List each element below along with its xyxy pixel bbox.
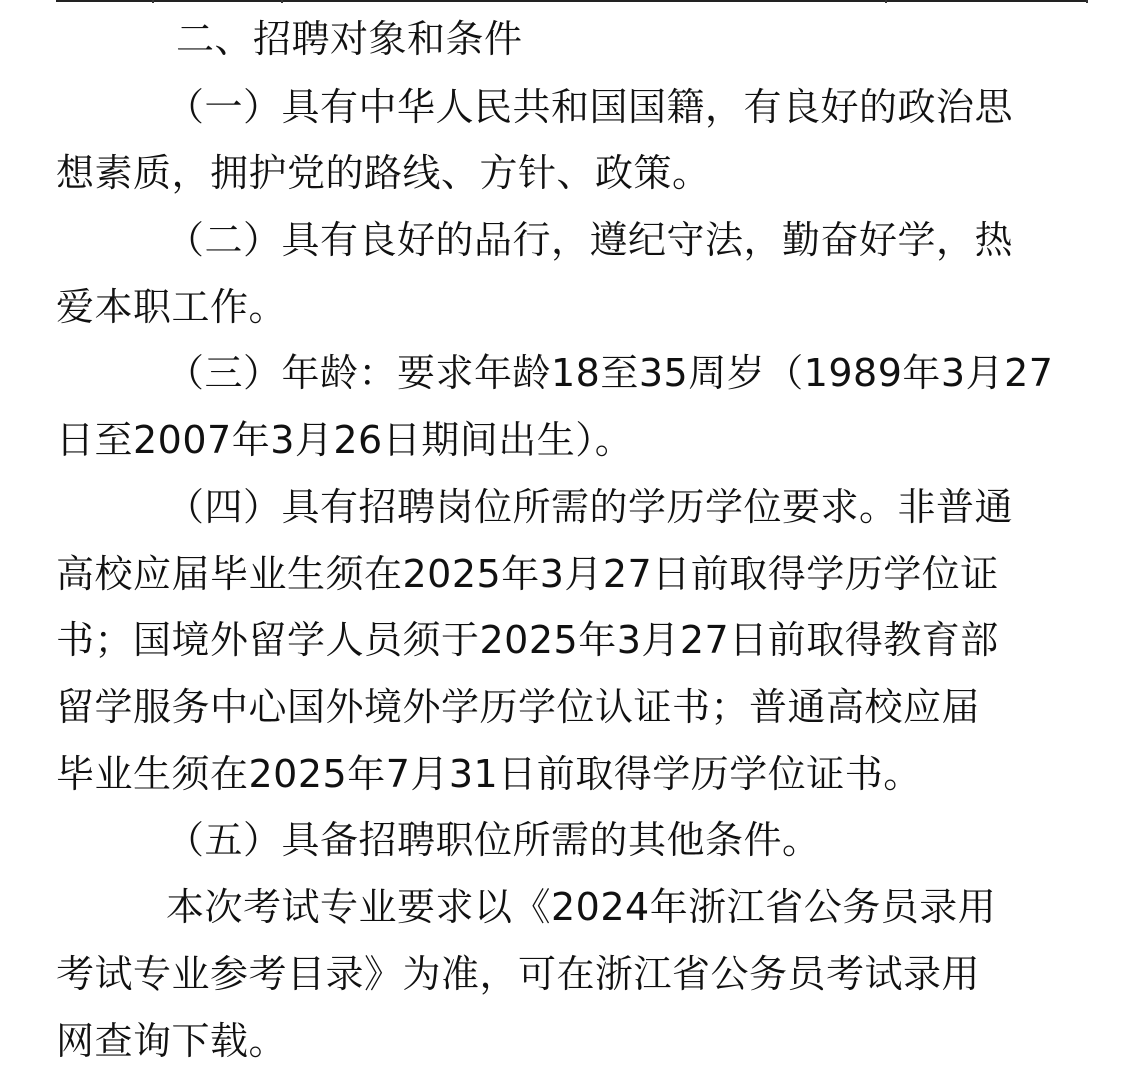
paragraph-line: （四）具有招聘岗位所需的学历学位要求。非普通	[166, 485, 1014, 529]
paragraph-line: 高校应届毕业生须在2025年3月27日前取得学历学位证	[56, 552, 999, 596]
paragraph-line: 日至2007年3月26日期间出生）。	[56, 418, 634, 462]
paragraph-line: （二）具有良好的品行，遵纪守法，勤奋好学，热	[166, 218, 1014, 262]
paragraph-line: 书；国境外留学人员须于2025年3月27日前取得教育部	[56, 618, 999, 662]
paragraph-line: （五）具备招聘职位所需的其他条件。	[166, 818, 821, 862]
paragraph-line: 想素质，拥护党的路线、方针、政策。	[56, 151, 711, 195]
paragraph-line: 留学服务中心国外境外学历学位认证书；普通高校应届	[56, 685, 981, 729]
paragraph-line: 本次考试专业要求以《2024年浙江省公务员录用	[166, 885, 997, 929]
paragraph-line: 爱本职工作。	[56, 285, 288, 329]
paragraph-line: （一）具有中华人民共和国国籍，有良好的政治思	[166, 85, 1014, 129]
paragraph-line: （三）年龄：要求年龄18至35周岁（1989年3月27	[166, 351, 1054, 395]
section-heading: 二、招聘对象和条件	[176, 17, 523, 61]
paragraph-line: 毕业生须在2025年7月31日前取得学历学位证书。	[56, 752, 922, 796]
paragraph-line: 网查询下载。	[56, 1019, 288, 1063]
paragraph-line: 考试专业参考目录》为准，可在浙江省公务员考试录用	[56, 952, 981, 996]
